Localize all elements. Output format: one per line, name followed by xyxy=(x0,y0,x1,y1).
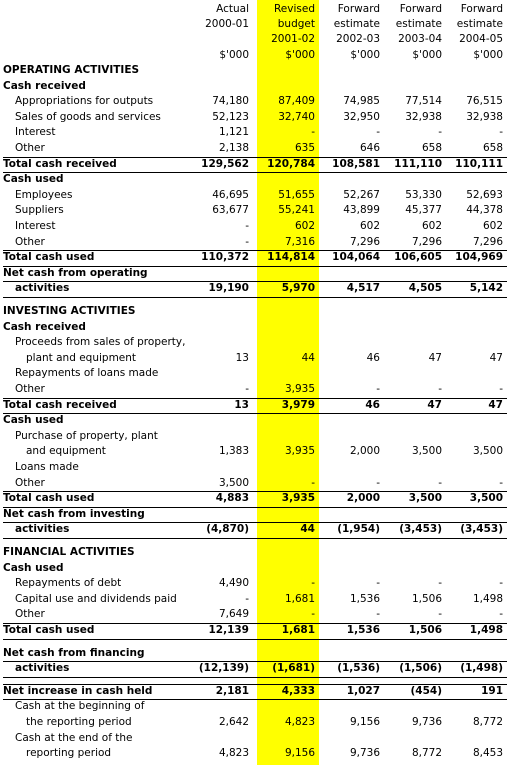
table-row xyxy=(0,94,510,110)
value-cell: - xyxy=(499,383,503,395)
row-label: Other xyxy=(15,608,45,621)
row-label: Other xyxy=(15,142,45,154)
header-cell: Forward xyxy=(399,3,442,15)
value-cell: 9,156 xyxy=(349,716,380,728)
table-row xyxy=(0,157,510,173)
row-label: Proceeds from sales of property, xyxy=(15,336,186,349)
rule xyxy=(3,639,507,640)
row-label: Total cash used xyxy=(3,492,95,505)
header-cell: 2000-01 xyxy=(205,18,249,30)
value-cell: 3,500 xyxy=(469,492,503,505)
value-cell: 63,677 xyxy=(212,204,249,217)
table-row xyxy=(0,699,510,715)
row-label: INVESTING ACTIVITIES xyxy=(3,305,136,317)
value-cell: 53,330 xyxy=(405,188,442,201)
value-cell: - xyxy=(438,383,442,395)
header-cell: $'000 xyxy=(219,49,249,61)
table-row xyxy=(0,235,510,251)
value-cell: (1,536) xyxy=(337,662,380,675)
value-cell: 13 xyxy=(235,351,249,364)
value-cell: 9,736 xyxy=(411,716,442,728)
row-label: Net cash from investing xyxy=(3,507,145,520)
value-cell: 635 xyxy=(294,142,315,154)
value-cell: 1,498 xyxy=(472,592,503,605)
rule xyxy=(3,677,507,678)
header-cell: $'000 xyxy=(412,49,442,61)
rule xyxy=(3,491,507,492)
rule xyxy=(3,538,507,539)
value-cell: 44,378 xyxy=(466,204,503,217)
value-cell: 3,979 xyxy=(281,398,315,411)
header-cell: Forward xyxy=(460,3,503,15)
header-cell: budget xyxy=(277,18,315,30)
value-cell: 4,823 xyxy=(218,747,249,760)
rule xyxy=(3,281,507,282)
value-cell: 9,156 xyxy=(284,747,315,760)
value-cell: 4,517 xyxy=(346,282,380,295)
value-cell: 104,064 xyxy=(332,251,380,264)
value-cell: 104,969 xyxy=(455,251,503,264)
row-label: Net cash from operating xyxy=(3,266,148,279)
table-row xyxy=(0,545,510,561)
value-cell: 77,514 xyxy=(405,95,442,108)
row-label: Cash used xyxy=(3,173,64,186)
table-row xyxy=(0,576,510,592)
header-cell: $'000 xyxy=(473,49,503,61)
table-row xyxy=(0,429,510,445)
row-label: Repayments of loans made xyxy=(15,367,159,380)
value-cell: 12,139 xyxy=(208,624,249,636)
value-cell: 2,000 xyxy=(349,445,380,458)
row-label: Capital use and dividends paid xyxy=(15,592,177,605)
value-cell: 3,935 xyxy=(284,445,315,458)
value-cell: - xyxy=(245,383,249,395)
table-row xyxy=(0,592,510,608)
value-cell: 8,772 xyxy=(411,747,442,760)
row-label: reporting period xyxy=(26,747,112,760)
value-cell: 2,181 xyxy=(215,684,249,697)
row-label: activities xyxy=(15,282,70,295)
value-cell: 51,655 xyxy=(278,188,315,201)
table-row xyxy=(0,715,510,731)
row-label: Interest xyxy=(15,126,56,139)
value-cell: 3,500 xyxy=(218,476,249,489)
table-row xyxy=(0,203,510,219)
value-cell: 4,490 xyxy=(218,577,249,590)
table-row xyxy=(0,63,510,79)
row-label: Employees xyxy=(15,188,73,201)
value-cell: 658 xyxy=(421,142,442,154)
value-cell: 3,935 xyxy=(284,383,315,395)
header-cell: estimate xyxy=(395,18,442,30)
rule xyxy=(3,250,507,251)
value-cell: - xyxy=(245,592,249,605)
table-row xyxy=(0,141,510,157)
value-cell: 108,581 xyxy=(332,157,380,170)
value-cell: 8,453 xyxy=(472,747,503,760)
value-cell: 3,935 xyxy=(281,492,315,505)
table-row xyxy=(0,266,510,282)
value-cell: 52,267 xyxy=(343,188,380,201)
table-row xyxy=(0,507,510,523)
header-cell: 2003-04 xyxy=(398,33,442,45)
table-row xyxy=(0,661,510,677)
value-cell: 3,500 xyxy=(472,445,503,458)
table-row xyxy=(0,382,510,398)
value-cell: 32,938 xyxy=(405,110,442,123)
value-cell: 52,693 xyxy=(466,188,503,201)
table-row xyxy=(0,250,510,266)
value-cell: 19,190 xyxy=(208,282,249,295)
row-label: Total cash used xyxy=(3,624,95,636)
row-label: Cash used xyxy=(3,561,64,574)
table-row xyxy=(0,444,510,460)
value-cell: 9,736 xyxy=(349,747,380,760)
row-label: Loans made xyxy=(15,461,79,473)
value-cell: - xyxy=(376,476,380,489)
value-cell: 1,498 xyxy=(469,624,503,636)
value-cell: 120,784 xyxy=(267,157,315,170)
value-cell: - xyxy=(376,383,380,395)
value-cell: 47 xyxy=(488,398,503,411)
value-cell: 191 xyxy=(481,684,503,697)
table-row xyxy=(0,188,510,204)
table-row xyxy=(0,79,510,95)
row-label: and equipment xyxy=(26,445,106,458)
value-cell: 111,110 xyxy=(394,157,442,170)
value-cell: 602 xyxy=(421,220,442,232)
value-cell: 7,296 xyxy=(411,235,442,248)
table-row xyxy=(0,684,510,700)
row-label: Cash received xyxy=(3,320,86,333)
value-cell: 114,814 xyxy=(267,251,315,264)
header-cell: 2001-02 xyxy=(271,33,315,45)
row-label: Interest xyxy=(15,220,56,232)
value-cell: 602 xyxy=(294,220,315,232)
row-label: Net increase in cash held xyxy=(3,684,153,697)
table-row xyxy=(0,335,510,351)
value-cell: - xyxy=(438,577,442,590)
rule xyxy=(3,398,507,399)
value-cell: 110,372 xyxy=(201,251,249,264)
header-cell: $'000 xyxy=(285,49,315,61)
value-cell: 1,536 xyxy=(346,624,380,636)
row-label: the reporting period xyxy=(26,716,132,728)
row-label: Sales of goods and services xyxy=(15,110,161,123)
rule xyxy=(3,684,507,685)
value-cell: (1,498) xyxy=(460,662,503,675)
value-cell: - xyxy=(438,476,442,489)
row-label: Total cash received xyxy=(3,157,117,170)
table-row xyxy=(0,398,510,414)
header-cell: $'000 xyxy=(350,49,380,61)
value-cell: 8,772 xyxy=(472,716,503,728)
value-cell: 52,123 xyxy=(212,110,249,123)
table-row xyxy=(0,460,510,476)
value-cell: 4,505 xyxy=(408,282,442,295)
table-row xyxy=(0,522,510,538)
row-label: Cash at the beginning of xyxy=(15,700,145,713)
value-cell: 74,180 xyxy=(212,95,249,108)
value-cell: 4,823 xyxy=(284,716,315,728)
value-cell: - xyxy=(245,220,249,232)
value-cell: 46 xyxy=(365,398,380,411)
value-cell: 4,883 xyxy=(215,492,249,505)
value-cell: 7,296 xyxy=(349,235,380,248)
rule xyxy=(3,297,507,298)
value-cell: 4,333 xyxy=(281,684,315,697)
table-row xyxy=(0,491,510,507)
row-label: Other xyxy=(15,476,45,489)
value-cell: 3,500 xyxy=(411,445,442,458)
value-cell: 32,938 xyxy=(466,110,503,123)
row-label: Appropriations for outputs xyxy=(15,95,154,108)
value-cell: - xyxy=(376,577,380,590)
row-label: activities xyxy=(15,662,70,675)
row-label: Other xyxy=(15,235,45,248)
value-cell: - xyxy=(376,608,380,621)
rule xyxy=(3,623,507,624)
value-cell: 5,142 xyxy=(469,282,503,295)
value-cell: 43,899 xyxy=(343,204,380,217)
header-cell: Revised xyxy=(273,3,315,15)
value-cell: 32,740 xyxy=(278,110,315,123)
value-cell: 46 xyxy=(366,351,380,364)
value-cell: 47 xyxy=(489,351,503,364)
header-cell: estimate xyxy=(333,18,380,30)
value-cell: 1,681 xyxy=(284,592,315,605)
row-label: Total cash received xyxy=(3,398,117,411)
table-row xyxy=(0,561,510,577)
value-cell: 1,681 xyxy=(281,624,315,636)
header-cell: Forward xyxy=(337,3,380,15)
row-label: Total cash used xyxy=(3,251,95,264)
value-cell: (1,681) xyxy=(272,662,315,675)
value-cell: - xyxy=(499,608,503,621)
value-cell: - xyxy=(499,577,503,590)
table-row xyxy=(0,351,510,367)
row-label: Net cash from financing xyxy=(3,646,145,659)
value-cell: 602 xyxy=(359,220,380,232)
value-cell: 1,383 xyxy=(218,445,249,458)
value-cell: - xyxy=(311,577,315,590)
row-label: plant and equipment xyxy=(26,351,137,364)
value-cell: - xyxy=(311,608,315,621)
value-cell: 2,000 xyxy=(346,492,380,505)
value-cell: 3,500 xyxy=(408,492,442,505)
value-cell: - xyxy=(499,126,503,139)
table-row xyxy=(0,172,510,188)
value-cell: (3,453) xyxy=(399,523,442,536)
value-cell: 7,316 xyxy=(284,235,315,248)
value-cell: - xyxy=(438,608,442,621)
value-cell: 1,506 xyxy=(411,592,442,605)
rule xyxy=(3,522,507,523)
table-row xyxy=(0,413,510,429)
value-cell: 7,649 xyxy=(218,608,249,621)
value-cell: - xyxy=(311,126,315,139)
value-cell: 46,695 xyxy=(212,188,249,201)
value-cell: 47 xyxy=(428,351,442,364)
table-row xyxy=(0,746,510,762)
value-cell: 658 xyxy=(482,142,503,154)
value-cell: 87,409 xyxy=(278,95,315,108)
value-cell: 129,562 xyxy=(201,157,249,170)
value-cell: - xyxy=(245,235,249,248)
header-cell: Actual xyxy=(216,3,249,15)
table-row xyxy=(0,623,510,639)
row-label: Suppliers xyxy=(15,204,64,217)
value-cell: 13 xyxy=(234,398,249,411)
value-cell: (1,954) xyxy=(337,523,380,536)
table-row xyxy=(0,366,510,382)
table-row xyxy=(0,320,510,336)
table-row xyxy=(0,125,510,141)
row-label: Cash at the end of the xyxy=(15,731,133,744)
value-cell: 1,536 xyxy=(349,592,380,605)
value-cell: 74,985 xyxy=(343,95,380,108)
header-cell: 2002-03 xyxy=(336,33,380,45)
row-label: Repayments of debt xyxy=(15,577,122,590)
table-row xyxy=(0,731,510,747)
row-label: Cash used xyxy=(3,414,64,427)
table-row xyxy=(0,607,510,623)
rule xyxy=(3,157,507,158)
value-cell: - xyxy=(311,476,315,489)
value-cell: 47 xyxy=(427,398,442,411)
table-row xyxy=(0,646,510,662)
value-cell: 32,950 xyxy=(343,110,380,123)
value-cell: (3,453) xyxy=(460,523,503,536)
rule xyxy=(3,661,507,662)
value-cell: 55,241 xyxy=(278,204,315,217)
header-cell: estimate xyxy=(456,18,503,30)
table-row xyxy=(0,110,510,126)
row-label: Cash received xyxy=(3,79,86,92)
value-cell: 1,121 xyxy=(218,126,249,139)
value-cell: 44 xyxy=(300,523,315,536)
value-cell: 44 xyxy=(301,351,315,364)
value-cell: 45,377 xyxy=(405,204,442,217)
value-cell: 602 xyxy=(482,220,503,232)
value-cell: 2,138 xyxy=(218,142,249,154)
header-cell: 2004-05 xyxy=(459,33,503,45)
table-row xyxy=(0,281,510,297)
value-cell: 5,970 xyxy=(281,282,315,295)
row-label: activities xyxy=(15,523,70,536)
value-cell: - xyxy=(438,126,442,139)
value-cell: (4,870) xyxy=(206,523,249,536)
value-cell: (12,139) xyxy=(198,662,249,675)
value-cell: 106,605 xyxy=(394,251,442,264)
value-cell: - xyxy=(499,476,503,489)
value-cell: 646 xyxy=(359,142,380,154)
row-label: OPERATING ACTIVITIES xyxy=(3,64,140,76)
row-label: FINANCIAL ACTIVITIES xyxy=(3,546,135,558)
value-cell: 7,296 xyxy=(472,235,503,248)
value-cell: 76,515 xyxy=(466,95,503,108)
table-row xyxy=(0,304,510,320)
value-cell: (1,506) xyxy=(399,662,442,675)
row-label: Other xyxy=(15,383,45,395)
value-cell: 1,506 xyxy=(408,624,442,636)
value-cell: 110,111 xyxy=(455,157,503,170)
table-row xyxy=(0,476,510,492)
value-cell: 1,027 xyxy=(346,684,380,697)
value-cell: 2,642 xyxy=(218,716,249,728)
table-row xyxy=(0,219,510,235)
row-label: Purchase of property, plant xyxy=(15,429,158,442)
value-cell: (454) xyxy=(410,684,442,697)
value-cell: - xyxy=(376,126,380,139)
